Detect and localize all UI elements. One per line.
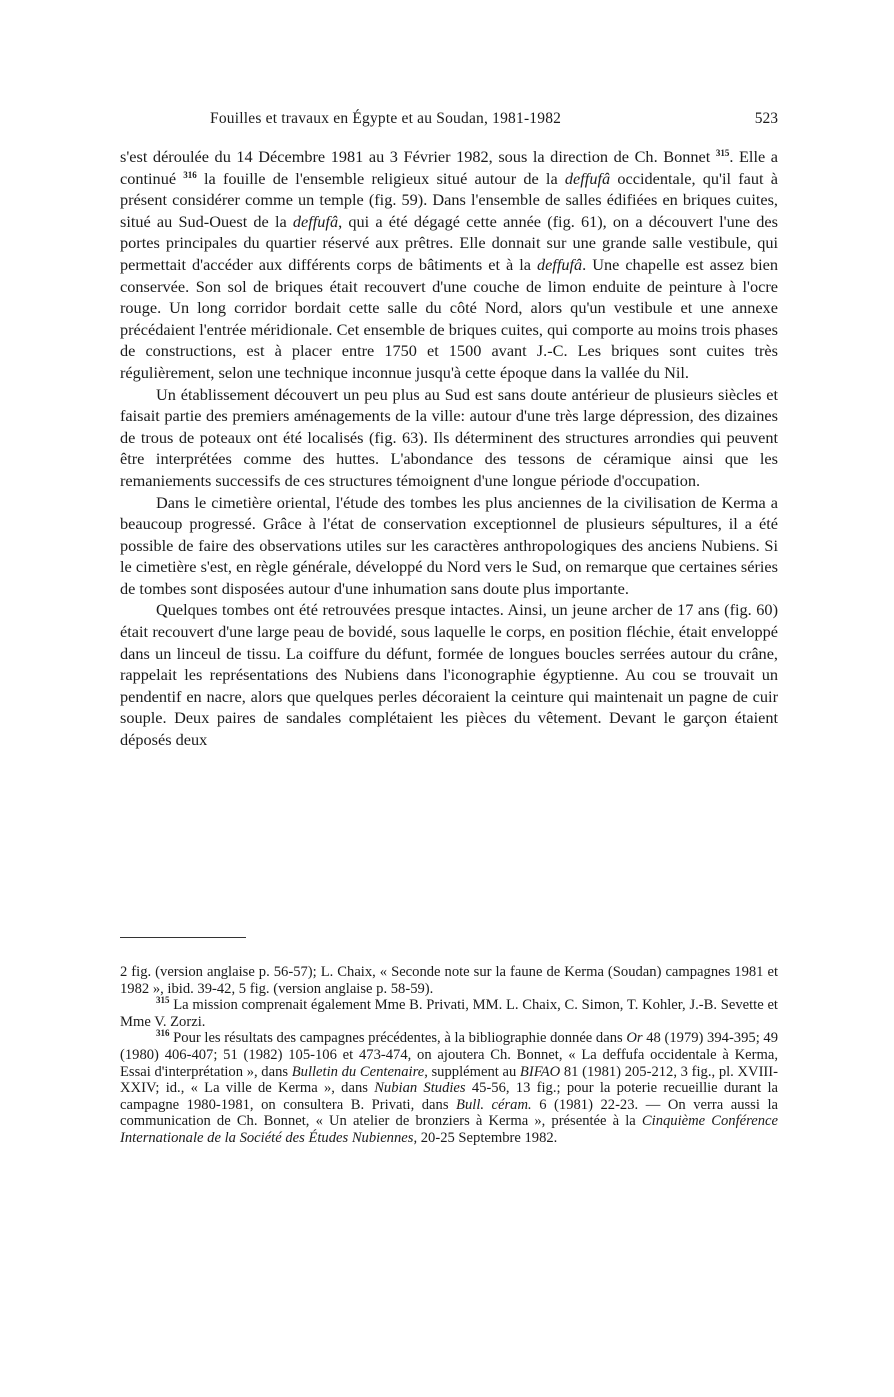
text-run: 48 (1979) 394-395; 49 (1980) 406-407; 51 (1982) 105-106 et 473-474, on ajoutera Ch. Bonnet, « La deffufa occidentale à Kerma, Essai d'interprétation », dans [120, 1030, 779, 1080]
text-run: 45-56, 13 fig.; pour la poterie recueillie durant la campagne 1980-1981, on consultera B. Privati, dans [120, 1080, 778, 1113]
running-title: Fouilles et travaux en Égypte et au Soudan, 1981-1982 [210, 110, 562, 127]
text-run: occidentale, qu'il faut à présent considérer comme un temple (fig. 59). Dans l'ensemble de salles édifiées en briques cuites, situé au Sud-Ouest de la [120, 168, 779, 231]
text-run: 81 (1981) 205-212, 3 fig., pl. XVIII-XXIV; id., « La ville de Kerma », dans [120, 1063, 779, 1097]
text-run: , qui a été dégagé cette année (fig. 61), on a découvert l'une des portes principales du quartier réservé aux prêtres. Elle donnait sur une grande salle vestibule, qui permettait d'accéder aux différents corps de bâtiments et à la [120, 211, 778, 274]
text-run: 6 (1981) 22-23. — On verra aussi la communication de Ch. Bonnet, « Un atelier de bronziers à Kerma », présentée à la [120, 1096, 778, 1130]
footnote-ref-315: 315 [715, 148, 730, 158]
running-header [120, 110, 778, 134]
main-text [120, 146, 778, 751]
paragraph-3: Dans le cimetière oriental, l'étude des tombes les plus anciennes de la civilisation de Kerma a beaucoup progressé. Grâce à l'état de conservation exceptionnel de plusieurs sépultures, il a été possible de faire des observations utiles sur les caractères anthropologiques des anciens Nubiens. Si le cimetière s'est, en règle générale, développé du Nord vers le Sud, on remarque que certaines séries de tombes sont disposées autour d'une inhumation sans doute plus importante. [120, 492, 778, 598]
text-run: la fouille de l'ensemble religieux situé autour de la [196, 168, 565, 188]
footnote-continuation: 2 fig. (version anglaise p. 56-57); L. Chaix, « Seconde note sur la faune de Kerma (Soudan) campagnes 1981 et 1982 », ibid. 39-42, 5 fig. (version anglaise p. 58-59). [120, 964, 778, 997]
text-run: , supplément au [424, 1063, 520, 1080]
italic-term: deffufâ [564, 168, 611, 188]
paragraph-4: Quelques tombes ont été retrouvées presque intactes. Ainsi, un jeune archer de 17 ans (fig. 60) était recouvert d'une large peau de bovidé, sous laquelle le corps, en position fléchie, était enveloppé dans un linceul de tissu. La coiffure du défunt, formée de longues boucles serrées autour du crâne, rappelait les représentations des Nubiens dans l'iconographie égyptienne. Au cou se trouvait un pendentif en nacre, alors que quelques perles décoraient la ceinture qui maintenait un pagne de cuir souple. Deux paires de sandales complétaient les pièces du vêtement. Devant le garçon étaient déposés deux [120, 600, 778, 750]
footnote-separator [120, 937, 246, 938]
page-number: 523 [754, 110, 778, 127]
footnote-315 [120, 997, 778, 1030]
italic-title: Cinquième Conférence Internationale de la Société des Études Nubiennes [120, 1113, 778, 1146]
footnote-316 [120, 1030, 778, 1146]
footnote-number: 316 [156, 1028, 170, 1039]
text-run: . Elle a continué [120, 147, 778, 188]
text-run: . Une chapelle est assez bien conservée. Son sol de briques était recouvert d'une couche de limon enduite de peinture à l'ocre rouge. Un long corridor bordait cette salle du côté Nord, alors qu'un vestibule et une annexe précédaient l'entrée méridionale. Cet ensemble de briques cuites, qui comporte au moins trois phases de constructions, est à placer entre 1750 et 1500 avant J.-C. Les briques sont cuites très régulièrement, selon une technique inconnue jusqu'à cette époque dans la vallée du Nil. [120, 254, 779, 382]
footnote-text: La mission comprenait également Mme B. Privati, MM. L. Chaix, C. Simon, T. Kohler, J.-B. Sevette et Mme V. Zorzi. [120, 997, 778, 1030]
italic-title: Bull. céram. [456, 1096, 532, 1113]
italic-title: Or [626, 1030, 643, 1047]
paragraph-1 [120, 146, 778, 384]
paragraph-2: Un établissement découvert un peu plus au Sud est sans doute antérieur de plusieurs siècles et faisait partie des premiers aménagements de la ville: autour d'une très large dépression, des dizaines de trous de poteaux ont été localisés (fig. 63). Ils déterminent des structures arrondies qui peuvent être interprétées comme des huttes. L'abondance des tessons de céramique ainsi que les remaniements successifs de ces structures témoignent d'une longue période d'occupation. [120, 384, 778, 490]
italic-term: deffufâ [536, 254, 583, 274]
text-run: Pour les résultats des campagnes précédentes, à la bibliographie donnée dans [169, 1030, 627, 1047]
footnote-ref-316: 316 [183, 169, 197, 180]
italic-term: deffufâ [292, 211, 339, 231]
text-run: s'est déroulée du 14 Décembre 1981 au 3 Février 1982, sous la direction de Ch. Bonnet [120, 147, 716, 166]
italic-title: BIFAO [519, 1063, 561, 1080]
text-run: , 20-25 Septembre 1982. [413, 1129, 558, 1146]
footnote-number: 315 [156, 995, 170, 1006]
italic-title: Bulletin du Centenaire [291, 1063, 425, 1080]
italic-title: Nubian Studies [374, 1080, 466, 1097]
footnotes [120, 964, 778, 1147]
